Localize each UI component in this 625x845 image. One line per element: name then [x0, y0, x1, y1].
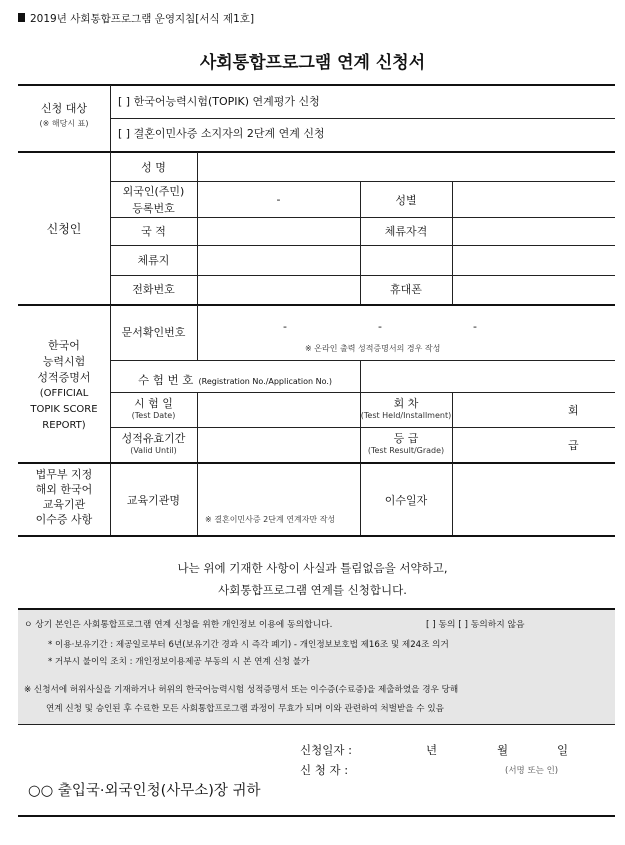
topik-section-label: 한국어 능력시험 성적증명서 (OFFICIAL TOPIK SCORE REPORT)	[30, 339, 98, 431]
residence-label: 체류지	[137, 254, 170, 267]
doc-no-dash-2: -	[378, 320, 382, 333]
round-unit: 회	[568, 404, 579, 417]
application-date-label: 신청일자 :	[300, 743, 352, 757]
reg-no-label: 외국인(주민)	[122, 185, 185, 198]
privacy-retention-note: * 이용·보유기간 : 제공일로부터 6년(보유기간 경과 시 즉각 폐기) - 개인정보보호법 제16조 및 제24조 의거	[48, 640, 449, 650]
reg-no-dash: -	[276, 193, 281, 206]
warning-box	[18, 672, 615, 725]
form-marker-icon	[18, 13, 25, 22]
privacy-refusal-note: * 거부시 불이익 조치 : 개인정보이용제공 부동의 시 본 연계 신청 불가	[48, 657, 310, 667]
grade-unit: 급	[568, 439, 579, 452]
name-label: 성 명	[141, 161, 166, 174]
page-title: 사회통합프로그램 연계 신청서	[199, 53, 426, 73]
warning-line-2: 연계 신청 및 승인된 후 수료한 모든 사회통합프로그램 과정이 무효가 되며 이와 관련하여 처벌받을 수 있음	[46, 704, 444, 714]
day-label: 일	[557, 743, 569, 757]
institution-note: ※ 결혼이민사증 2단계 연계자만 작성	[205, 515, 336, 524]
year-label: 년	[426, 743, 438, 757]
test-date-label: 시 험 일	[134, 397, 173, 410]
round-label-en: (Test Held/Installment)	[360, 411, 452, 420]
mobile-label: 휴대폰	[390, 283, 422, 296]
test-date-label-en: (Test Date)	[131, 411, 176, 420]
reg-no-label-2: 등록번호	[132, 202, 175, 215]
applicant-label: 신청인	[46, 222, 82, 236]
applicant-sign-label: 신 청 자 :	[300, 763, 349, 777]
marriage-link-checkbox[interactable]: [ ] 결혼이민사증 소지자의 2단계 연계 신청	[118, 127, 325, 140]
request-label: 신청 대상	[40, 102, 87, 115]
status-label: 체류자격	[384, 225, 428, 238]
completion-date-label: 이수일자	[384, 494, 428, 507]
gender-label: 성별	[395, 194, 417, 207]
table-top-rule	[18, 84, 615, 86]
nationality-label: 국 적	[141, 225, 166, 238]
institution-label: 교육기관명	[126, 494, 181, 507]
valid-label: 성적유효기간	[121, 432, 186, 445]
privacy-agree-options[interactable]: [ ] 동의 [ ] 동의하지 않음	[426, 620, 525, 630]
request-note: (※ 해당시 표)	[39, 119, 89, 128]
edu-section-label: 법무부 지정 해외 한국어 교육기관 이수증 사항	[35, 468, 93, 526]
grade-label-en: (Test Result/Grade)	[367, 446, 445, 455]
privacy-consent-text: ㅇ 상기 본인은 사회통합프로그램 연계 신청을 위한 개인정보 이용에 동의합니다.	[24, 620, 333, 630]
doc-no-note: ※ 온라인 출력 성적증명서의 경우 작성	[305, 344, 441, 353]
pledge-line-2: 사회통합프로그램 연계를 신청합니다.	[218, 583, 407, 597]
pledge-line-1: 나는 위에 기재한 사항이 사실과 틀림없음을 서약하고,	[177, 561, 448, 575]
doc-no-dash-3: -	[473, 320, 477, 333]
warning-line-1: ※ 신청서에 허위사실을 기재하거나 허위의 한국어능력시험 성적증명서 또는 이수증(수료증)을 제출하였을 경우 당해	[24, 685, 459, 695]
month-label: 월	[497, 743, 509, 757]
addressee: ○○ 출입국·외국인청(사무소)장 귀하	[28, 783, 261, 799]
table-bottom-rule	[18, 815, 615, 817]
phone-label: 전화번호	[132, 283, 175, 296]
doc-no-label: 문서확인번호	[121, 326, 186, 339]
round-label: 회 차	[393, 397, 419, 410]
grade-label: 등 급	[393, 432, 419, 445]
privacy-consent-box	[18, 608, 615, 673]
exam-no-label: 수 험 번 호 (Registration No./Application No.)	[138, 373, 333, 387]
sign-note: (서명 또는 인)	[505, 766, 559, 776]
valid-label-en: (Valid Until)	[130, 446, 177, 455]
form-reference: 2019년 사회통합프로그램 운영지침[서식 제1호]	[30, 13, 255, 25]
topik-link-checkbox[interactable]: [ ] 한국어능력시험(TOPIK) 연계평가 신청	[118, 95, 320, 108]
doc-no-dash-1: -	[283, 320, 287, 333]
